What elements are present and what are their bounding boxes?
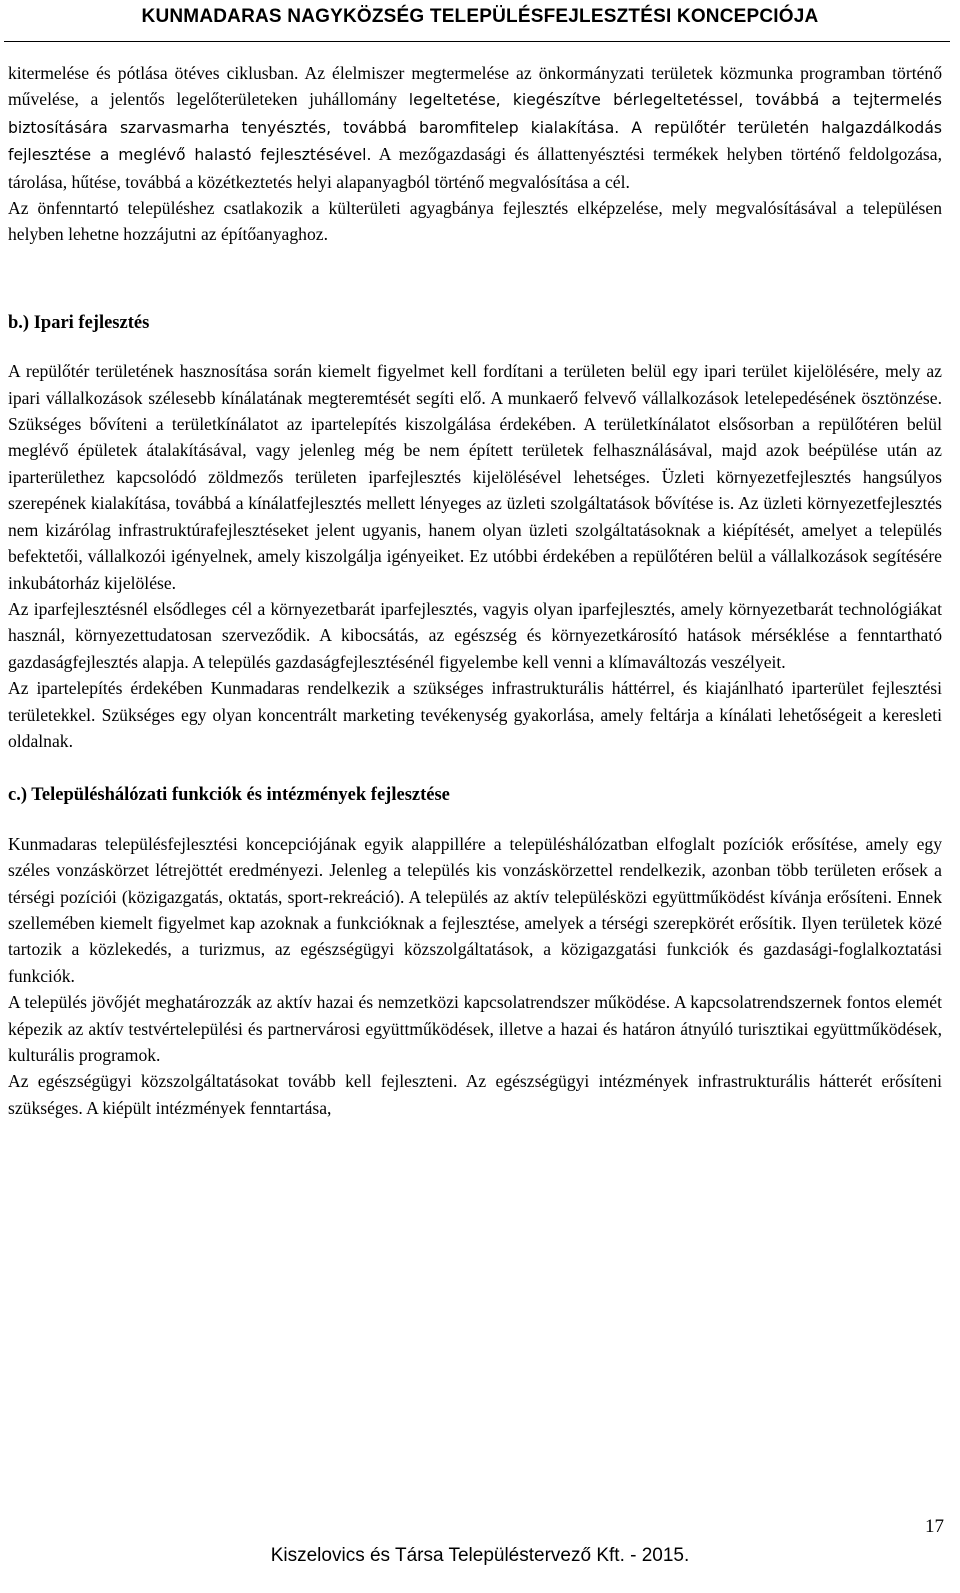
section-heading-b: b.) Ipari fejlesztés xyxy=(8,312,150,333)
running-footer: Kiszelovics és Társa Településtervező Kft. - 2015. xyxy=(270,1545,690,1566)
intro-text-sans: legeltetése, kiegészítve bérlegeltetéssel, továbbá a tejtermelés biztosítására szarvasmarha tenyésztés, továbbá baromfitelep kialakítása. A repülőtér területén halgazdálkodás fejlesztése a meglévő halastó fejlesztésével. xyxy=(8,91,943,165)
spacer xyxy=(8,809,942,831)
section-c-paragraph-1: Kunmadaras településfejlesztési koncepciójának egyik alappillére a településhálózatban elfoglalt pozíciók erősítése, amely egy széles vonzáskörzet létrejöttét eredményezi. Jelenleg a település kis vonzáskörzettel rendelkezik, azonban több területen erősek a térségi pozíciói (közigazgatás, oktatás, sport-rekreáció). A település az aktív településközi együttműködést kívánja erősíteni. Ennek szellemében kiemelt figyelmet kap azoknak a funkcióknak a fejlesztése, amelyek a térségi szerepkörét erősítik. Ilyen területek közé tartozik a közlekedés, a turizmus, az egészségügyi közszolgáltatások, a közigazgatási funkciók és gazdasági-foglalkoztatási funkciók. xyxy=(8,833,942,986)
spacer xyxy=(8,248,942,310)
section-b-paragraph-1: A repülőtér területének hasznosítása során kiemelt figyelmet kell fordítani a területen belül egy ipari terület kijelölésére, mely az ipari vállalkozások szélesebb kínálatának megteremtését segíti elő. A munkaerő felvevő vállalkozások letelepedésének ösztönzése. Szükséges bővíteni a területkínálatot az ipartelepítés kiszolgálása érdekében. A területkínálatot elsősorban a repülőtéren belül meglévő épületek átalakításával, vagy jelenleg még be nem épített területek felhasználásával, majd azok beépülése után az iparterülethez kapcsolódó zöldmezős területen iparfejlesztés kijelölésével lehetséges. Üzleti környezetfejlesztés hangsúlyos szerepének kialakítása, továbbá a kínálatfejlesztés mellett lényeges az üzleti szolgáltatások bővítése is. Az üzleti környezetfejlesztés nem kizárólag infrastruktúrafejlesztéseket jelent ugyanis, hanem olyan üzleti szolgáltatásoknak a kiépítését, amelyet a település befektetői, vállalkozói igényelnek, amely kiszolgálja igényeiket. Ez utóbbi érdekében a repülőtéren belül a vállalkozások segítésére inkubátorház kijelölése. xyxy=(8,361,942,593)
spacer xyxy=(8,754,942,782)
spacer xyxy=(8,336,942,358)
section-b-paragraph-2: Az iparfejlesztésnél elsődleges cél a környezetbarát iparfejlesztés, vagyis olyan iparfejlesztés, amely környezetbarát technológiákat használ, környezettudatosan szerveződik. A kibocsátás, az egészség és környezetkárosító hatások mérséklése a fenntartható gazdaságfejlesztés alapja. A település gazdaságfejlesztésénél figyelembe kell venni a klímaváltozás veszélyeit. xyxy=(8,598,942,672)
intro-paragraph-1 xyxy=(8,60,942,195)
body-text xyxy=(8,60,942,1121)
running-header: KUNMADARAS NAGYKÖZSÉG TELEPÜLÉSFEJLESZTÉSI KONCEPCIÓJA xyxy=(141,6,819,27)
header-rule xyxy=(4,41,950,42)
section-b-paragraph-3: Az ipartelepítés érdekében Kunmadaras rendelkezik a szükséges infrastrukturális háttérrel, és kiajánlható iparterület fejlesztési területekkel. Szükséges egy olyan koncentrált marketing tevékenység gyakorlása, amely feltárja a kínálati lehetőségeit a keresleti oldalnak. xyxy=(8,678,942,751)
section-heading-c: c.) Településhálózati funkciók és intézmények fejlesztése xyxy=(8,785,450,806)
section-c-paragraph-2: A település jövőjét meghatározzák az aktív hazai és nemzetközi kapcsolatrendszer működése. A kapcsolatrendszernek fontos elemét képezik az aktív testvértelepülési és partnervárosi együttműködések, illetve a hazai és határon átnyúló turisztikai együttműködések, kulturális programok. xyxy=(8,992,942,1065)
page-number: 17 xyxy=(925,1516,944,1537)
intro-paragraph-2: Az önfenntartó településhez csatlakozik a külterületi agyagbánya fejlesztés elképzelése, mely megvalósításával a településen helyben lehetne hozzájutni az építőanyaghoz. xyxy=(8,198,942,245)
intro-text-serif: kitermelése és pótlása ötéves ciklusban. Az élelmiszer megtermelése az önkormányzati területek közmunka programban történő művelése, a jelentős legelőterületeken juhállomány xyxy=(8,63,942,110)
intro-text-serif-end: A mezőgazdasági és állattenyésztési termékek helyben történő feldolgozása, tárolása, hűtése, továbbá a közétkeztetés helyi alapanyagból történő megvalósítása a cél. xyxy=(8,144,942,192)
section-c-paragraph-3: Az egészségügyi közszolgáltatásokat tovább kell fejleszteni. Az egészségügyi intézmények infrastrukturális hátterét erősíteni szükséges. A kiépült intézmények fenntartása, xyxy=(8,1071,942,1118)
